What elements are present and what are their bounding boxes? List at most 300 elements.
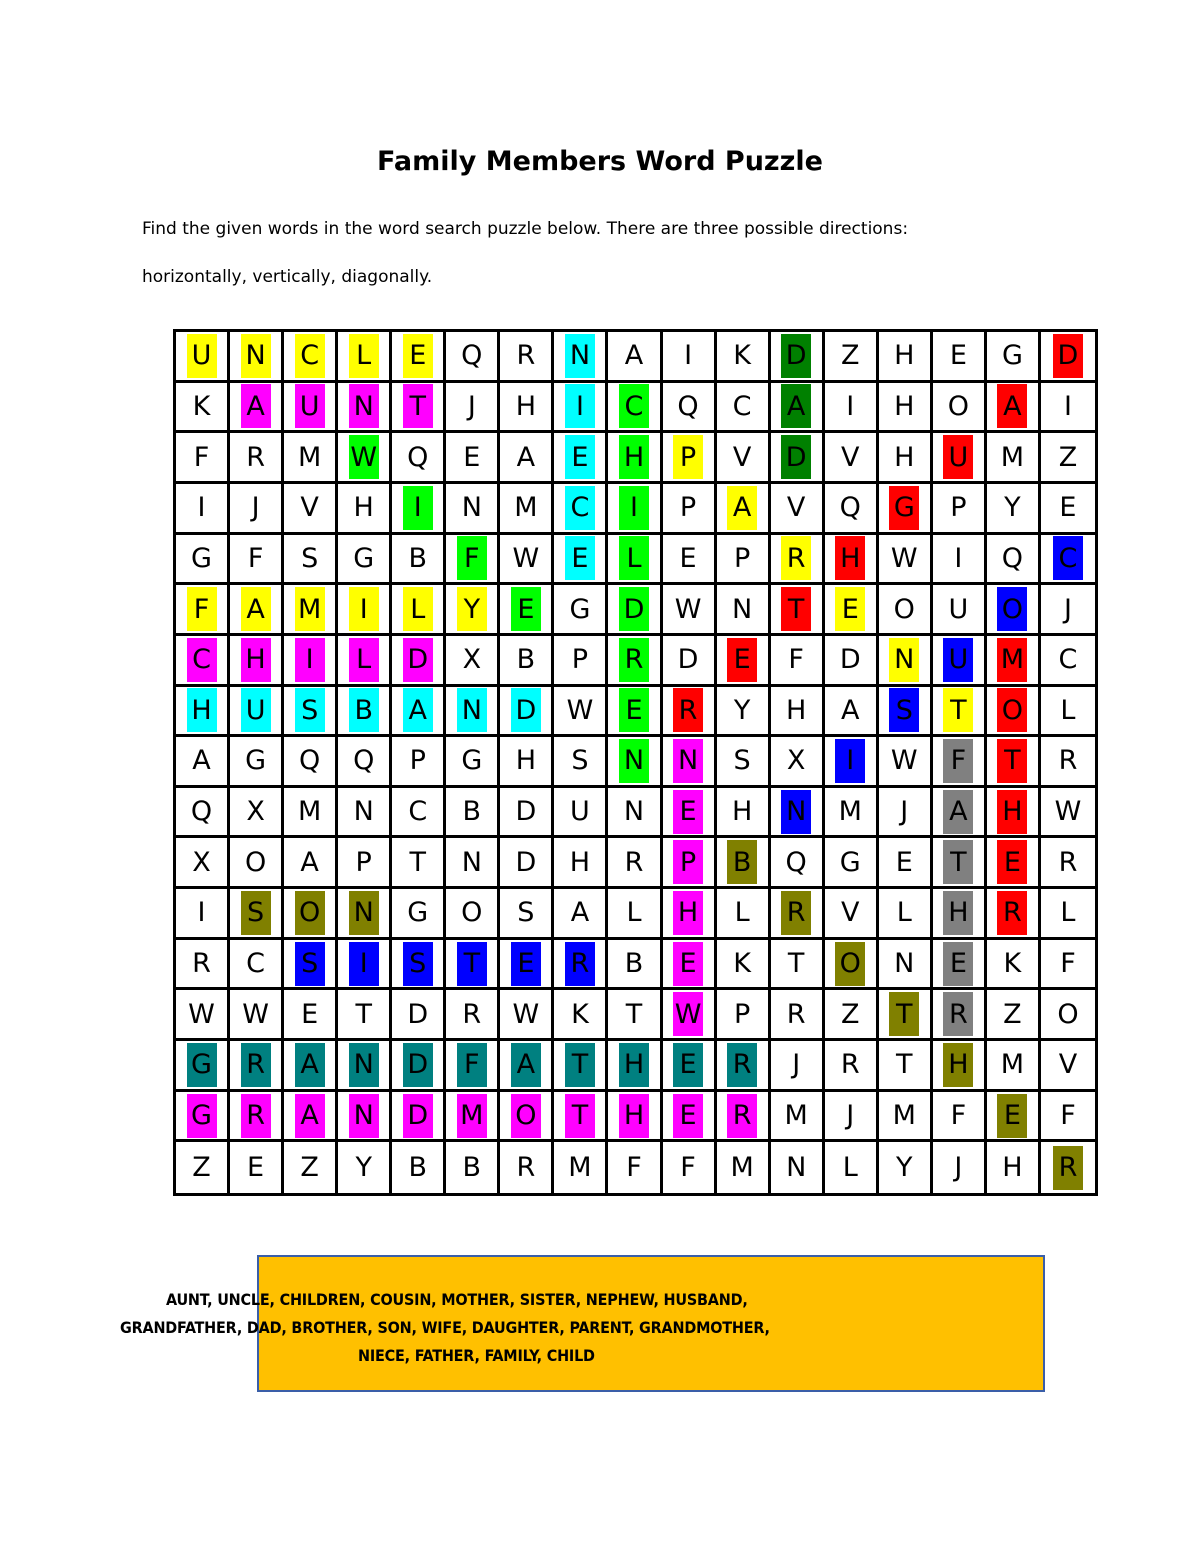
grid-cell[interactable] <box>663 990 717 1041</box>
grid-cell[interactable] <box>933 383 987 434</box>
grid-cell[interactable] <box>1041 788 1095 839</box>
grid-cell[interactable] <box>338 1142 392 1193</box>
grid-cell[interactable] <box>176 838 230 889</box>
grid-cell[interactable] <box>392 484 446 535</box>
grid-cell[interactable] <box>554 940 608 991</box>
grid-cell[interactable] <box>987 433 1041 484</box>
grid-cell[interactable] <box>554 535 608 586</box>
grid-cell[interactable] <box>825 535 879 586</box>
grid-cell[interactable] <box>1041 1092 1095 1143</box>
grid-cell[interactable] <box>176 332 230 383</box>
grid-cell[interactable] <box>500 1041 554 1092</box>
grid-cell[interactable] <box>338 889 392 940</box>
grid-cell[interactable] <box>608 1142 662 1193</box>
grid-cell[interactable] <box>663 1092 717 1143</box>
grid-cell[interactable] <box>338 332 392 383</box>
grid-cell[interactable] <box>338 484 392 535</box>
grid-cell[interactable] <box>284 1142 338 1193</box>
grid-cell[interactable] <box>554 433 608 484</box>
grid-cell[interactable] <box>879 1041 933 1092</box>
grid-cell[interactable] <box>500 737 554 788</box>
grid-cell[interactable] <box>284 889 338 940</box>
grid-cell[interactable] <box>663 788 717 839</box>
grid-cell[interactable] <box>663 889 717 940</box>
grid-cell[interactable] <box>987 1142 1041 1193</box>
grid-cell[interactable] <box>663 737 717 788</box>
grid-cell[interactable] <box>284 535 338 586</box>
grid-cell[interactable] <box>663 332 717 383</box>
grid-cell[interactable] <box>500 433 554 484</box>
grid-cell[interactable] <box>176 889 230 940</box>
grid-cell[interactable] <box>500 889 554 940</box>
grid-cell[interactable] <box>717 1142 771 1193</box>
grid-cell[interactable] <box>987 585 1041 636</box>
grid-cell[interactable] <box>987 788 1041 839</box>
grid-cell[interactable] <box>230 838 284 889</box>
grid-cell[interactable] <box>554 585 608 636</box>
grid-letter: D <box>511 688 541 732</box>
grid-cell[interactable] <box>933 484 987 535</box>
grid-cell[interactable] <box>176 687 230 738</box>
grid-cell[interactable] <box>338 788 392 839</box>
grid-cell[interactable] <box>663 636 717 687</box>
grid-cell[interactable] <box>230 940 284 991</box>
grid-cell[interactable] <box>933 889 987 940</box>
grid-cell[interactable] <box>554 636 608 687</box>
grid-cell[interactable] <box>933 940 987 991</box>
grid-cell[interactable] <box>230 585 284 636</box>
grid-cell[interactable] <box>825 433 879 484</box>
grid-cell[interactable] <box>230 535 284 586</box>
grid-cell[interactable] <box>717 332 771 383</box>
grid-cell[interactable] <box>987 990 1041 1041</box>
grid-cell[interactable] <box>392 1092 446 1143</box>
grid-cell[interactable] <box>933 332 987 383</box>
grid-cell[interactable] <box>500 636 554 687</box>
grid-cell[interactable] <box>1041 990 1095 1041</box>
grid-cell[interactable] <box>987 535 1041 586</box>
grid-cell[interactable] <box>230 332 284 383</box>
grid-cell[interactable] <box>771 433 825 484</box>
grid-cell[interactable] <box>608 585 662 636</box>
grid-letter: R <box>462 998 482 1030</box>
grid-cell[interactable] <box>825 788 879 839</box>
grid-cell[interactable] <box>933 1092 987 1143</box>
grid-cell[interactable] <box>230 383 284 434</box>
grid-cell[interactable] <box>987 1092 1041 1143</box>
grid-cell[interactable] <box>338 636 392 687</box>
grid-cell[interactable] <box>608 990 662 1041</box>
grid-cell[interactable] <box>284 1041 338 1092</box>
grid-cell[interactable] <box>230 1041 284 1092</box>
grid-cell[interactable] <box>771 990 825 1041</box>
grid-cell[interactable] <box>717 636 771 687</box>
grid-cell[interactable] <box>933 1041 987 1092</box>
grid-cell[interactable] <box>500 484 554 535</box>
grid-cell[interactable] <box>663 585 717 636</box>
grid-cell[interactable] <box>392 687 446 738</box>
grid-cell[interactable] <box>608 383 662 434</box>
grid-cell[interactable] <box>1041 1041 1095 1092</box>
grid-cell[interactable] <box>230 1092 284 1143</box>
grid-cell[interactable] <box>608 1092 662 1143</box>
grid-cell[interactable] <box>879 990 933 1041</box>
grid-cell[interactable] <box>608 535 662 586</box>
grid-cell[interactable] <box>284 1092 338 1143</box>
grid-cell[interactable] <box>230 990 284 1041</box>
grid-cell[interactable] <box>1041 940 1095 991</box>
grid-cell[interactable] <box>825 484 879 535</box>
grid-cell[interactable] <box>771 788 825 839</box>
grid-cell[interactable] <box>284 484 338 535</box>
grid-letter: R <box>781 891 811 935</box>
grid-letter: J <box>846 1100 855 1132</box>
grid-cell[interactable] <box>771 332 825 383</box>
grid-letter: R <box>624 846 644 878</box>
grid-cell[interactable] <box>663 433 717 484</box>
grid-cell[interactable] <box>879 332 933 383</box>
grid-cell[interactable] <box>176 383 230 434</box>
grid-cell[interactable] <box>284 687 338 738</box>
grid-cell[interactable] <box>338 990 392 1041</box>
grid-cell[interactable] <box>933 838 987 889</box>
grid-cell[interactable] <box>771 889 825 940</box>
grid-cell[interactable] <box>500 535 554 586</box>
grid-cell[interactable] <box>284 636 338 687</box>
grid-cell[interactable] <box>176 940 230 991</box>
grid-cell[interactable] <box>500 990 554 1041</box>
grid-cell[interactable] <box>933 737 987 788</box>
grid-cell[interactable] <box>717 383 771 434</box>
grid-cell[interactable] <box>1041 1142 1095 1193</box>
grid-cell[interactable] <box>338 687 392 738</box>
grid-cell[interactable] <box>392 535 446 586</box>
grid-cell[interactable] <box>879 636 933 687</box>
grid-cell[interactable] <box>230 737 284 788</box>
grid-cell[interactable] <box>446 332 500 383</box>
grid-cell[interactable] <box>284 585 338 636</box>
grid-cell[interactable] <box>446 585 500 636</box>
grid-cell[interactable] <box>608 332 662 383</box>
grid-cell[interactable] <box>554 737 608 788</box>
grid-cell[interactable] <box>717 838 771 889</box>
grid-cell[interactable] <box>825 1041 879 1092</box>
grid-cell[interactable] <box>176 535 230 586</box>
grid-cell[interactable] <box>284 433 338 484</box>
grid-cell[interactable] <box>284 990 338 1041</box>
grid-cell[interactable] <box>338 585 392 636</box>
grid-cell[interactable] <box>1041 737 1095 788</box>
grid-cell[interactable] <box>554 788 608 839</box>
grid-cell[interactable] <box>608 889 662 940</box>
grid-cell[interactable] <box>1041 383 1095 434</box>
grid-cell[interactable] <box>392 636 446 687</box>
grid-cell[interactable] <box>771 585 825 636</box>
grid-cell[interactable] <box>446 383 500 434</box>
grid-cell[interactable] <box>392 838 446 889</box>
grid-cell[interactable] <box>284 940 338 991</box>
grid-cell[interactable] <box>446 838 500 889</box>
grid-cell[interactable] <box>717 433 771 484</box>
grid-cell[interactable] <box>879 484 933 535</box>
grid-cell[interactable] <box>663 383 717 434</box>
grid-cell[interactable] <box>933 687 987 738</box>
grid-cell[interactable] <box>500 383 554 434</box>
grid-cell[interactable] <box>608 636 662 687</box>
grid-cell[interactable] <box>825 585 879 636</box>
grid-cell[interactable] <box>500 585 554 636</box>
grid-cell[interactable] <box>608 737 662 788</box>
grid-cell[interactable] <box>717 535 771 586</box>
grid-cell[interactable] <box>554 838 608 889</box>
grid-cell[interactable] <box>717 687 771 738</box>
grid-cell[interactable] <box>879 788 933 839</box>
grid-cell[interactable] <box>446 1142 500 1193</box>
grid-cell[interactable] <box>879 383 933 434</box>
grid-cell[interactable] <box>825 1092 879 1143</box>
grid-cell[interactable] <box>392 940 446 991</box>
grid-cell[interactable] <box>176 484 230 535</box>
grid-cell[interactable] <box>554 383 608 434</box>
grid-cell[interactable] <box>284 332 338 383</box>
grid-cell[interactable] <box>176 1092 230 1143</box>
grid-cell[interactable] <box>554 484 608 535</box>
grid-letter: E <box>895 846 913 878</box>
grid-cell[interactable] <box>771 940 825 991</box>
grid-cell[interactable] <box>554 1142 608 1193</box>
grid-cell[interactable] <box>879 535 933 586</box>
grid-cell[interactable] <box>392 383 446 434</box>
grid-letter: N <box>565 334 595 378</box>
grid-cell[interactable] <box>338 940 392 991</box>
grid-cell[interactable] <box>608 788 662 839</box>
grid-cell[interactable] <box>176 788 230 839</box>
grid-cell[interactable] <box>608 1041 662 1092</box>
grid-cell[interactable] <box>987 687 1041 738</box>
grid-cell[interactable] <box>446 1092 500 1143</box>
grid-cell[interactable] <box>987 1041 1041 1092</box>
grid-cell[interactable] <box>933 535 987 586</box>
grid-cell[interactable] <box>987 737 1041 788</box>
grid-cell[interactable] <box>717 990 771 1041</box>
grid-cell[interactable] <box>933 788 987 839</box>
grid-cell[interactable] <box>446 636 500 687</box>
grid-cell[interactable] <box>933 636 987 687</box>
grid-cell[interactable] <box>284 383 338 434</box>
grid-cell[interactable] <box>1041 687 1095 738</box>
grid-cell[interactable] <box>338 838 392 889</box>
grid-cell[interactable] <box>987 889 1041 940</box>
grid-cell[interactable] <box>825 990 879 1041</box>
grid-cell[interactable] <box>825 383 879 434</box>
grid-cell[interactable] <box>338 737 392 788</box>
grid-cell[interactable] <box>771 1092 825 1143</box>
grid-cell[interactable] <box>771 1041 825 1092</box>
grid-cell[interactable] <box>284 737 338 788</box>
grid-cell[interactable] <box>1041 889 1095 940</box>
grid-cell[interactable] <box>500 838 554 889</box>
grid-cell[interactable] <box>1041 332 1095 383</box>
grid-cell[interactable] <box>230 1142 284 1193</box>
grid-cell[interactable] <box>608 687 662 738</box>
grid-cell[interactable] <box>1041 484 1095 535</box>
grid-cell[interactable] <box>879 940 933 991</box>
grid-cell[interactable] <box>879 889 933 940</box>
grid-cell[interactable] <box>176 585 230 636</box>
grid-cell[interactable] <box>500 332 554 383</box>
grid-cell[interactable] <box>663 484 717 535</box>
grid-letter: W <box>566 694 594 726</box>
grid-cell[interactable] <box>446 687 500 738</box>
grid-cell[interactable] <box>392 433 446 484</box>
grid-cell[interactable] <box>879 1142 933 1193</box>
grid-cell[interactable] <box>230 433 284 484</box>
grid-letter: S <box>301 542 319 574</box>
grid-cell[interactable] <box>446 484 500 535</box>
grid-cell[interactable] <box>1041 585 1095 636</box>
grid-cell[interactable] <box>825 737 879 788</box>
grid-cell[interactable] <box>879 838 933 889</box>
grid-cell[interactable] <box>608 484 662 535</box>
grid-cell[interactable] <box>879 585 933 636</box>
grid-cell[interactable] <box>717 737 771 788</box>
grid-cell[interactable] <box>500 687 554 738</box>
grid-cell[interactable] <box>392 585 446 636</box>
grid-cell[interactable] <box>879 737 933 788</box>
grid-cell[interactable] <box>771 383 825 434</box>
grid-cell[interactable] <box>446 535 500 586</box>
grid-cell[interactable] <box>933 990 987 1041</box>
grid-cell[interactable] <box>230 788 284 839</box>
grid-cell[interactable] <box>1041 433 1095 484</box>
grid-cell[interactable] <box>608 838 662 889</box>
grid-cell[interactable] <box>176 1041 230 1092</box>
grid-cell[interactable] <box>663 1142 717 1193</box>
grid-cell[interactable] <box>392 889 446 940</box>
grid-cell[interactable] <box>771 484 825 535</box>
grid-cell[interactable] <box>825 838 879 889</box>
grid-cell[interactable] <box>987 636 1041 687</box>
grid-cell[interactable] <box>717 889 771 940</box>
grid-cell[interactable] <box>500 1142 554 1193</box>
grid-cell[interactable] <box>392 1041 446 1092</box>
grid-cell[interactable] <box>663 940 717 991</box>
grid-cell[interactable] <box>338 1041 392 1092</box>
grid-cell[interactable] <box>879 433 933 484</box>
grid-cell[interactable] <box>338 433 392 484</box>
grid-cell[interactable] <box>446 889 500 940</box>
grid-cell[interactable] <box>825 940 879 991</box>
grid-cell[interactable] <box>500 1092 554 1143</box>
grid-cell[interactable] <box>500 788 554 839</box>
grid-cell[interactable] <box>446 433 500 484</box>
grid-cell[interactable] <box>608 433 662 484</box>
grid-cell[interactable] <box>663 535 717 586</box>
grid-cell[interactable] <box>446 1041 500 1092</box>
grid-cell[interactable] <box>392 1142 446 1193</box>
grid-cell[interactable] <box>1041 838 1095 889</box>
grid-cell[interactable] <box>825 332 879 383</box>
grid-cell[interactable] <box>771 687 825 738</box>
grid-cell[interactable] <box>176 636 230 687</box>
grid-cell[interactable] <box>554 1041 608 1092</box>
grid-cell[interactable] <box>987 383 1041 434</box>
grid-cell[interactable] <box>771 1142 825 1193</box>
grid-cell[interactable] <box>879 687 933 738</box>
grid-cell[interactable] <box>1041 535 1095 586</box>
grid-cell[interactable] <box>825 889 879 940</box>
grid-cell[interactable] <box>717 788 771 839</box>
grid-cell[interactable] <box>176 433 230 484</box>
grid-cell[interactable] <box>338 383 392 434</box>
grid-letter: Q <box>407 441 429 473</box>
grid-cell[interactable] <box>987 332 1041 383</box>
grid-cell[interactable] <box>663 687 717 738</box>
grid-cell[interactable] <box>771 838 825 889</box>
grid-cell[interactable] <box>446 737 500 788</box>
grid-cell[interactable] <box>230 687 284 738</box>
grid-cell[interactable] <box>338 1092 392 1143</box>
grid-cell[interactable] <box>392 990 446 1041</box>
grid-cell[interactable] <box>825 1142 879 1193</box>
grid-cell[interactable] <box>554 889 608 940</box>
grid-cell[interactable] <box>1041 636 1095 687</box>
grid-cell[interactable] <box>500 940 554 991</box>
grid-cell[interactable] <box>608 940 662 991</box>
grid-cell[interactable] <box>771 535 825 586</box>
grid-cell[interactable] <box>230 636 284 687</box>
grid-cell[interactable] <box>717 484 771 535</box>
grid-cell[interactable] <box>392 788 446 839</box>
grid-cell[interactable] <box>933 585 987 636</box>
grid-cell[interactable] <box>176 1142 230 1193</box>
grid-cell[interactable] <box>987 838 1041 889</box>
grid-cell[interactable] <box>446 990 500 1041</box>
grid-cell[interactable] <box>933 433 987 484</box>
grid-cell[interactable] <box>446 940 500 991</box>
grid-cell[interactable] <box>771 636 825 687</box>
grid-cell[interactable] <box>717 1041 771 1092</box>
grid-cell[interactable] <box>933 1142 987 1193</box>
grid-cell[interactable] <box>663 1041 717 1092</box>
grid-cell[interactable] <box>825 687 879 738</box>
grid-cell[interactable] <box>987 484 1041 535</box>
grid-cell[interactable] <box>392 332 446 383</box>
grid-cell[interactable] <box>825 636 879 687</box>
grid-cell[interactable] <box>230 484 284 535</box>
grid-cell[interactable] <box>879 1092 933 1143</box>
grid-cell[interactable] <box>284 788 338 839</box>
grid-cell[interactable] <box>771 737 825 788</box>
grid-cell[interactable] <box>338 535 392 586</box>
grid-cell[interactable] <box>230 889 284 940</box>
grid-cell[interactable] <box>554 687 608 738</box>
grid-cell[interactable] <box>284 838 338 889</box>
grid-cell[interactable] <box>717 1092 771 1143</box>
grid-cell[interactable] <box>554 332 608 383</box>
grid-cell[interactable] <box>717 940 771 991</box>
grid-cell[interactable] <box>717 585 771 636</box>
grid-cell[interactable] <box>554 1092 608 1143</box>
grid-cell[interactable] <box>987 940 1041 991</box>
grid-cell[interactable] <box>176 737 230 788</box>
grid-cell[interactable] <box>446 788 500 839</box>
grid-cell[interactable] <box>554 990 608 1041</box>
grid-cell[interactable] <box>176 990 230 1041</box>
grid-cell[interactable] <box>392 737 446 788</box>
grid-letter: R <box>565 942 595 986</box>
grid-cell[interactable] <box>663 838 717 889</box>
